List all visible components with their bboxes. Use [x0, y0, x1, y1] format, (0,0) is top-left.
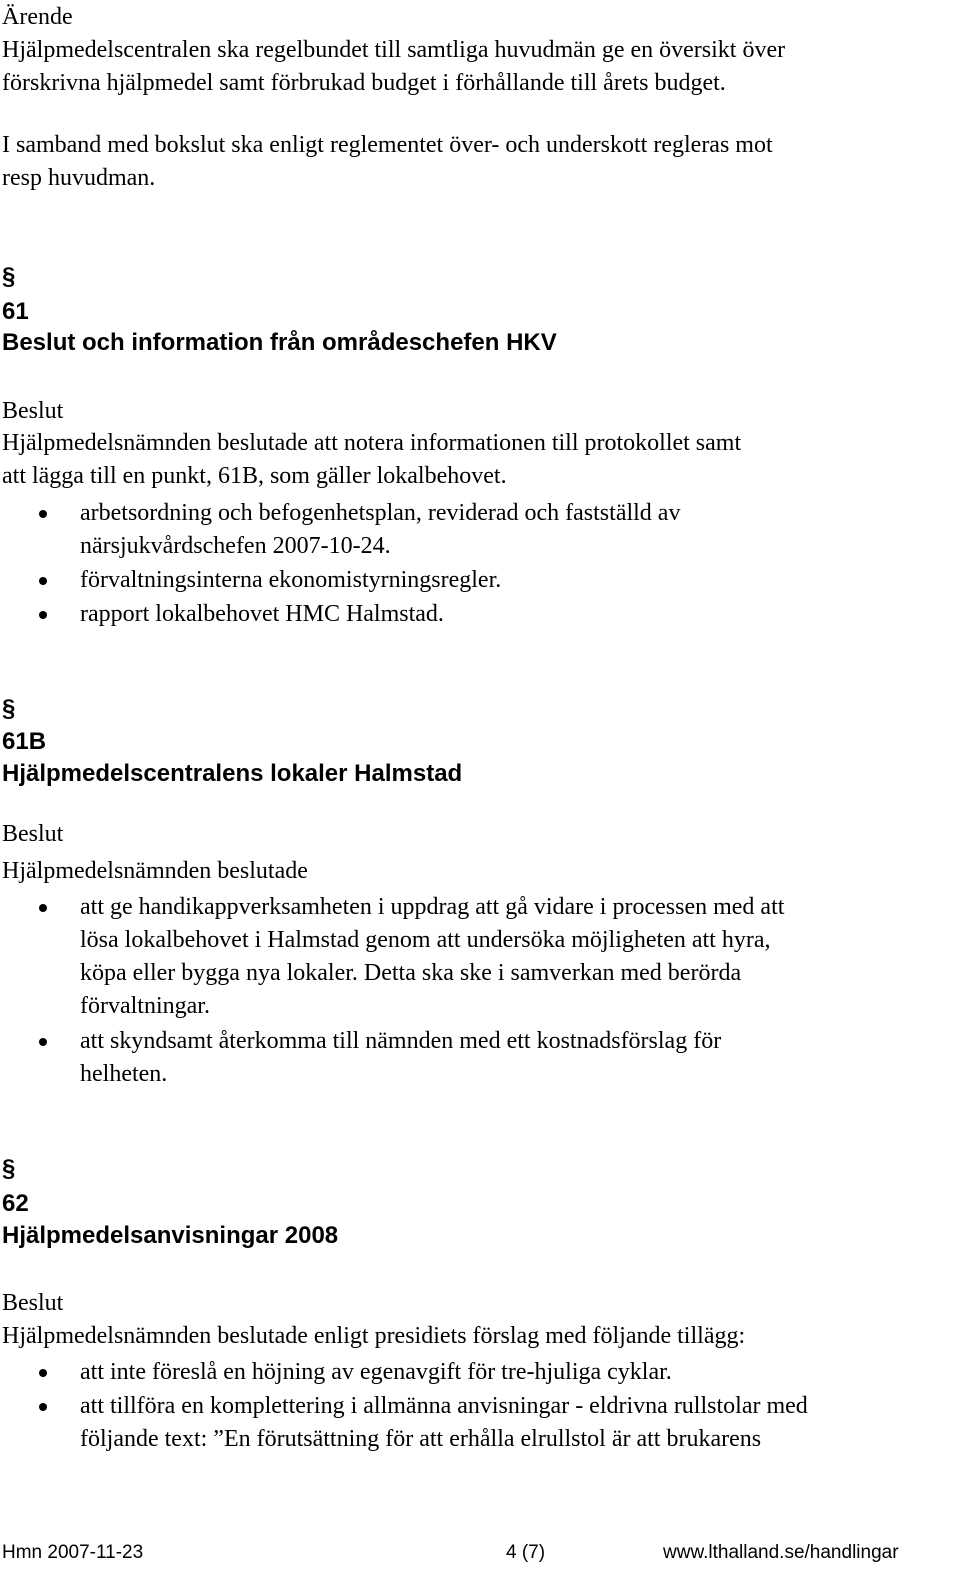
text-line: att tillföra en komplettering i allmänna anvisningar - eldrivna rullstolar med [80, 1393, 808, 1419]
text-line: att ge handikappverksamheten i uppdrag att gå vidare i processen med att [80, 894, 785, 920]
section-title: Hjälpmedelscentralens lokaler Halmstad [2, 760, 463, 787]
text-line: Hjälpmedelscentralen ska regelbundet till samtliga huvudmän ge en översikt över [2, 37, 786, 63]
intro-paragraph-1 [2, 34, 785, 100]
bullet-icon [39, 510, 47, 518]
section-symbol: § [2, 695, 16, 722]
text-line: följande text: ”En förutsättning för att erhålla elrullstol är att brukarens [80, 1426, 762, 1452]
section-symbol: § [2, 263, 16, 290]
section-symbol: § [2, 1155, 16, 1182]
bullet-icon [39, 904, 47, 912]
list-item [80, 598, 444, 631]
list-item [80, 497, 680, 563]
text-line: Hjälpmedelsnämnden beslutade att notera informationen till protokollet samt [2, 430, 742, 456]
section-number: 62 [2, 1190, 29, 1217]
section-number: 61 [2, 298, 29, 325]
text-line: rapport lokalbehovet HMC Halmstad. [80, 601, 444, 627]
text-line: lösa lokalbehovet i Halmstad genom att undersöka möjligheten att hyra, [80, 927, 771, 953]
text-line: resp huvudman. [2, 165, 156, 191]
section-title: Hjälpmedelsanvisningar 2008 [2, 1222, 339, 1249]
intro-heading: Ärende [2, 4, 73, 30]
text-line: förvaltningar. [80, 993, 210, 1019]
text-line: köpa eller bygga nya lokaler. Detta ska ske i samverkan med berörda [80, 960, 742, 986]
list-item [80, 1390, 808, 1456]
text-line: Hjälpmedelsnämnden beslutade enligt presidiets förslag med följande tillägg: [2, 1323, 746, 1349]
beslut-label: Beslut [2, 821, 64, 847]
section-text [2, 1320, 745, 1353]
footer-page-number: 4 (7) [506, 1542, 546, 1563]
beslut-label: Beslut [2, 1290, 64, 1316]
list-item [80, 1025, 721, 1091]
section-text [2, 855, 308, 888]
list-item [80, 1356, 672, 1389]
text-line: att lägga till en punkt, 61B, som gäller lokalbehovet. [2, 463, 507, 489]
text-line: att inte föreslå en höjning av egenavgift för tre-hjuliga cyklar. [80, 1359, 672, 1385]
list-item [80, 891, 784, 1023]
bullet-icon [39, 1038, 47, 1046]
section-number: 61B [2, 728, 47, 755]
bullet-icon [39, 1403, 47, 1411]
text-line: Hjälpmedelsnämnden beslutade [2, 858, 308, 884]
section-title: Beslut och information från områdeschefen HKV [2, 329, 557, 356]
beslut-label: Beslut [2, 398, 64, 424]
text-line: arbetsordning och befogenhetsplan, reviderad och fastställd av [80, 500, 681, 526]
bullet-icon [39, 1369, 47, 1377]
text-line: förvaltningsinterna ekonomistyrningsregler. [80, 567, 502, 593]
bullet-icon [39, 577, 47, 585]
intro-paragraph-2 [2, 129, 773, 195]
text-line: förskrivna hjälpmedel samt förbrukad budget i förhållande till årets budget. [2, 70, 726, 96]
footer-date: Hmn 2007-11-23 [2, 1542, 144, 1563]
text-line: helheten. [80, 1061, 168, 1087]
text-line: närsjukvårdschefen 2007-10-24. [80, 533, 391, 559]
list-item [80, 564, 501, 597]
text-line: att skyndsamt återkomma till nämnden med ett kostnadsförslag för [80, 1028, 722, 1054]
text-line: I samband med bokslut ska enligt reglementet över- och underskott regleras mot [2, 132, 773, 158]
bullet-icon [39, 611, 47, 619]
section-text [2, 427, 741, 493]
footer-link[interactable]: www.lthalland.se/handlingar [663, 1542, 899, 1563]
